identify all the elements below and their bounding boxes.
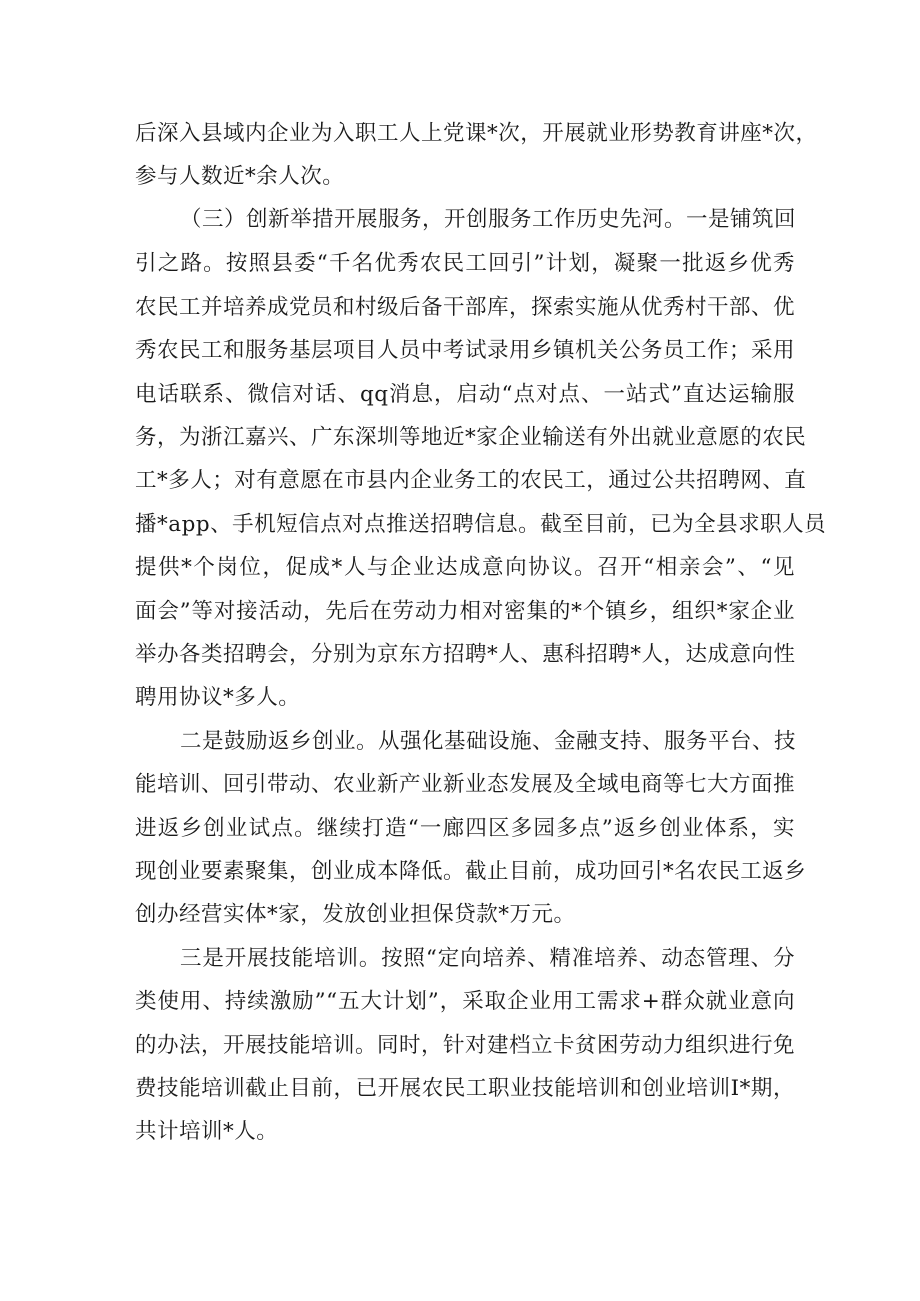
text-line: 秀农民工和服务基层项目人员中考试录用乡镇机关公务员工作；采用 [135, 338, 796, 363]
text-line: 参与人数近*余人次。 [135, 164, 345, 189]
text-line: 二是鼓励返乡创业。从强化基础设施、金融支持、服务平台、技 [180, 729, 797, 754]
text-line: 费技能培训截止目前，已开展农民工职业技能培训和创业培训I*期， [135, 1076, 795, 1101]
text-line: 进返乡创业试点。继续打造“一廊四区多园多点”返乡创业体系，实 [135, 816, 795, 841]
text-line: 能培训、回引带动、农业新产业新业态发展及全域电商等七大方面推 [135, 772, 796, 797]
text-line: 创办经营实体*家，发放创业担保贷款*万元。 [135, 902, 576, 927]
text-line: 现创业要素聚集，创业成本降低。截止目前，成功回引*名农民工返乡 [135, 859, 807, 884]
text-line: （三）创新举措开展服务，开创服务工作历史先河。一是铺筑回 [180, 207, 797, 232]
text-line: 聘用协议*多人。 [135, 685, 301, 710]
text-line: 引之路。按照县委“千名优秀农民工回引”计划，凝聚一批返乡优秀 [135, 251, 795, 276]
text-line: 后深入县域内企业为入职工人上党课*次，开展就业形势教育讲座*次， [135, 121, 818, 146]
text-line: 工*多人；对有意愿在市县内企业务工的农民工，通过公共招聘网、直 [135, 468, 807, 493]
text-line: 提供*个岗位，促成*人与企业达成意向协议。召开“相亲会”、“见 [135, 555, 795, 580]
text-line: 务，为浙江嘉兴、广东深圳等地近*家企业输送有外出就业意愿的农民 [135, 425, 807, 450]
text-line: 播*app、手机短信点对点推送招聘信息。截至目前，已为全县求职人员 [135, 512, 827, 537]
text-line: 的办法，开展技能培训。同时，针对建档立卡贫困劳动力组织进行免 [135, 1033, 796, 1058]
text-line: 三是开展技能培训。按照“定向培养、精准培养、动态管理、分 [180, 946, 795, 971]
text-line: 农民工并培养成党员和村级后备干部库，探索实施从优秀村干部、优 [135, 295, 796, 320]
text-line: 面会”等对接活动，先后在劳动力相对密集的*个镇乡，组织*家企业 [135, 599, 795, 624]
text-line: 举办各类招聘会，分别为京东方招聘*人、惠科招聘*人，达成意向性 [135, 642, 796, 667]
text-line: 类使用、持续激励”“五大计划”，采取企业用工需求+群众就业意向 [135, 989, 795, 1014]
text-line: 电话联系、微信对话、qq消息，启动“点对点、一站式”直达运输服 [135, 382, 795, 407]
text-line: 共计培训*人。 [135, 1119, 279, 1144]
